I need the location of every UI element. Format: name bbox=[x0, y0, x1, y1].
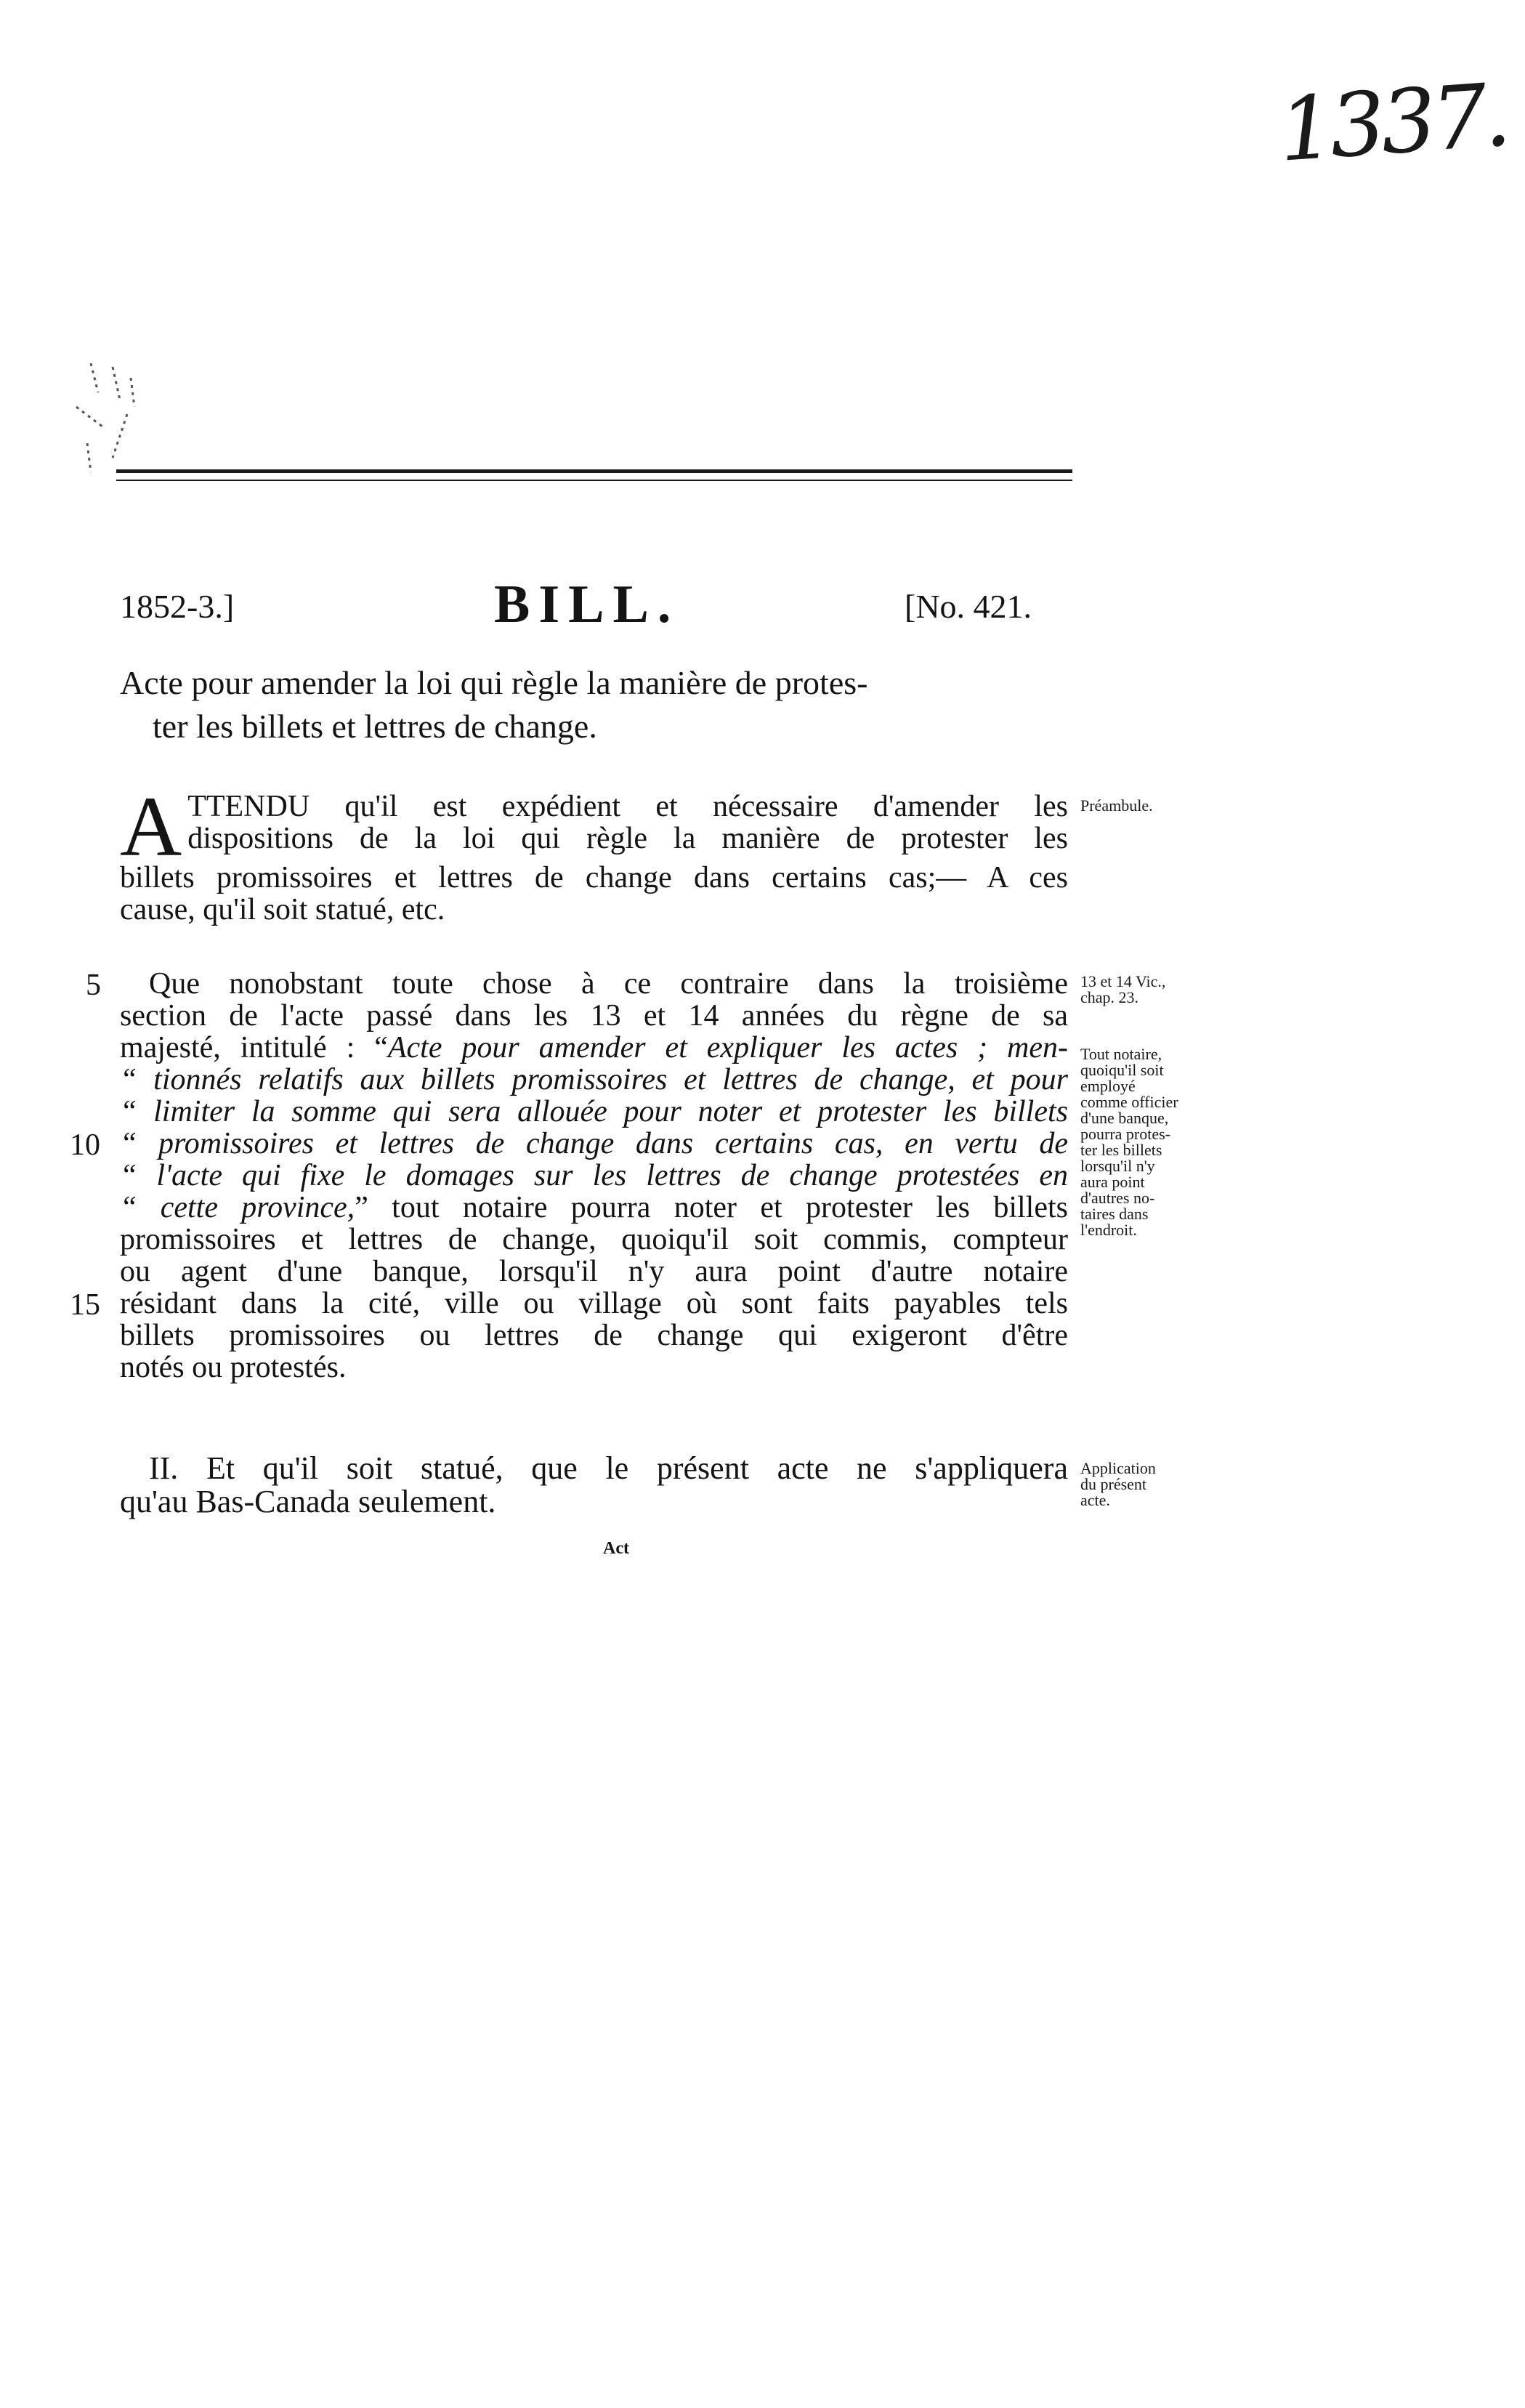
line-number-10: 10 bbox=[70, 1128, 100, 1162]
section-one-line-12: billets promissoires ou lettres de change qui exigeront d'être bbox=[120, 1319, 1068, 1352]
section-one-line-10: ou agent d'une banque, lorsqu'il n'y aura point d'autre notaire bbox=[120, 1255, 1068, 1288]
bill-number: [No. 421. bbox=[905, 588, 1032, 625]
margin-note-ref-2: chap. 23. bbox=[1080, 988, 1139, 1006]
section-one-line-8-text: ” tout notaire pourra noter et protester les billets bbox=[355, 1191, 1068, 1224]
margin-note-application bbox=[1080, 1460, 1211, 1508]
margin-note-notaire bbox=[1080, 1046, 1211, 1238]
margin-notaire-line: ter les billets bbox=[1080, 1141, 1162, 1159]
section-two-line-1: II. Et qu'il soit statué, que le présent acte ne s'appliquera bbox=[149, 1450, 1068, 1486]
margin-note-preamble: Préambule. bbox=[1080, 796, 1153, 815]
margin-application-line: acte. bbox=[1080, 1491, 1110, 1509]
margin-notaire-line: lorsqu'il n'y bbox=[1080, 1157, 1155, 1175]
section-one-line-5: “ limiter la somme qui sera allouée pour noter et protester les billets bbox=[120, 1095, 1068, 1128]
section-one-paragraph bbox=[120, 968, 1068, 1383]
section-one-line-4: “ tionnés relatifs aux billets promissoires et lettres de change, et pour bbox=[120, 1063, 1068, 1096]
section-one-line-9: promissoires et lettres de change, quoiqu'il soit commis, compteur bbox=[120, 1223, 1068, 1256]
margin-application-line: Application bbox=[1080, 1459, 1156, 1477]
preamble-line-1: TTENDU qu'il est expédient et nécessaire d'amender les bbox=[187, 790, 1068, 823]
preamble-line-3: billets promissoires et lettres de change dans certains cas;— A ces bbox=[120, 861, 1068, 894]
margin-note-statute-ref bbox=[1080, 974, 1211, 1006]
catchword: Act bbox=[603, 1539, 629, 1558]
line-number-15: 15 bbox=[70, 1288, 100, 1322]
section-one-line-7: “ l'acte qui fixe le domages sur les lettres de change protestées en bbox=[120, 1159, 1068, 1192]
pencil-scribble-mark bbox=[62, 349, 178, 487]
margin-application-line: du présent bbox=[1080, 1475, 1147, 1493]
section-one-line-1: Que nonobstant toute chose à ce contraire dans la troisième bbox=[149, 967, 1068, 1001]
handwritten-page-number: 1337. bbox=[1275, 65, 1510, 182]
line-number-5: 5 bbox=[86, 969, 101, 1002]
margin-notaire-line: aura point bbox=[1080, 1173, 1145, 1191]
drop-cap-letter: A bbox=[120, 779, 182, 874]
section-one-line-2: section de l'acte passé dans les 13 et 14 années du règne de sa bbox=[120, 999, 1068, 1033]
section-one-line-11: résidant dans la cité, ville ou village où sont faits payables tels bbox=[120, 1287, 1068, 1320]
section-one-line-3-text: majesté, intitulé : “ bbox=[120, 1031, 388, 1064]
bill-title bbox=[120, 661, 1068, 748]
margin-notaire-line: pourra protes- bbox=[1080, 1125, 1171, 1143]
title-line-1: Acte pour amender la loi qui règle la manière de protes- bbox=[120, 664, 868, 701]
section-one-line-8-italic: “ cette province, bbox=[120, 1191, 355, 1224]
margin-notaire-line: comme officier bbox=[1080, 1093, 1178, 1111]
section-one-line-3-italic: Acte pour amender et expliquer les actes ; men- bbox=[387, 1031, 1068, 1064]
margin-notaire-line: quoiqu'il soit bbox=[1080, 1061, 1164, 1079]
preamble-line-2: dispositions de la loi qui règle la manière de protester les bbox=[187, 822, 1068, 855]
section-two-paragraph bbox=[120, 1452, 1068, 1519]
margin-notaire-line: Tout notaire, bbox=[1080, 1045, 1162, 1063]
title-line-2: ter les billets et lettres de change. bbox=[153, 708, 597, 745]
section-one-line-13: notés ou protestés. bbox=[120, 1351, 347, 1384]
bill-session: 1852-3.] bbox=[120, 588, 235, 625]
margin-notaire-line: l'endroit. bbox=[1080, 1221, 1137, 1239]
section-two-line-2: qu'au Bas-Canada seulement. bbox=[120, 1484, 496, 1519]
margin-notaire-line: d'une banque, bbox=[1080, 1109, 1169, 1127]
margin-notaire-line: taires dans bbox=[1080, 1205, 1149, 1223]
margin-notaire-line: d'autres no- bbox=[1080, 1189, 1155, 1207]
top-rule-thick bbox=[116, 469, 1072, 473]
preamble-paragraph bbox=[120, 779, 1068, 926]
section-one-line-8 bbox=[120, 1192, 1068, 1224]
margin-note-ref-1: 13 et 14 Vic., bbox=[1080, 972, 1166, 990]
preamble-line-4: cause, qu'il soit statué, etc. bbox=[120, 893, 445, 926]
margin-notaire-line: employé bbox=[1080, 1077, 1136, 1095]
section-one-line-3 bbox=[120, 1032, 1068, 1064]
bill-heading: BILL. bbox=[494, 575, 680, 634]
section-one-line-6: “ promissoires et lettres de change dans certains cas, en vertu de bbox=[120, 1127, 1068, 1160]
top-rule-thin bbox=[116, 480, 1072, 481]
